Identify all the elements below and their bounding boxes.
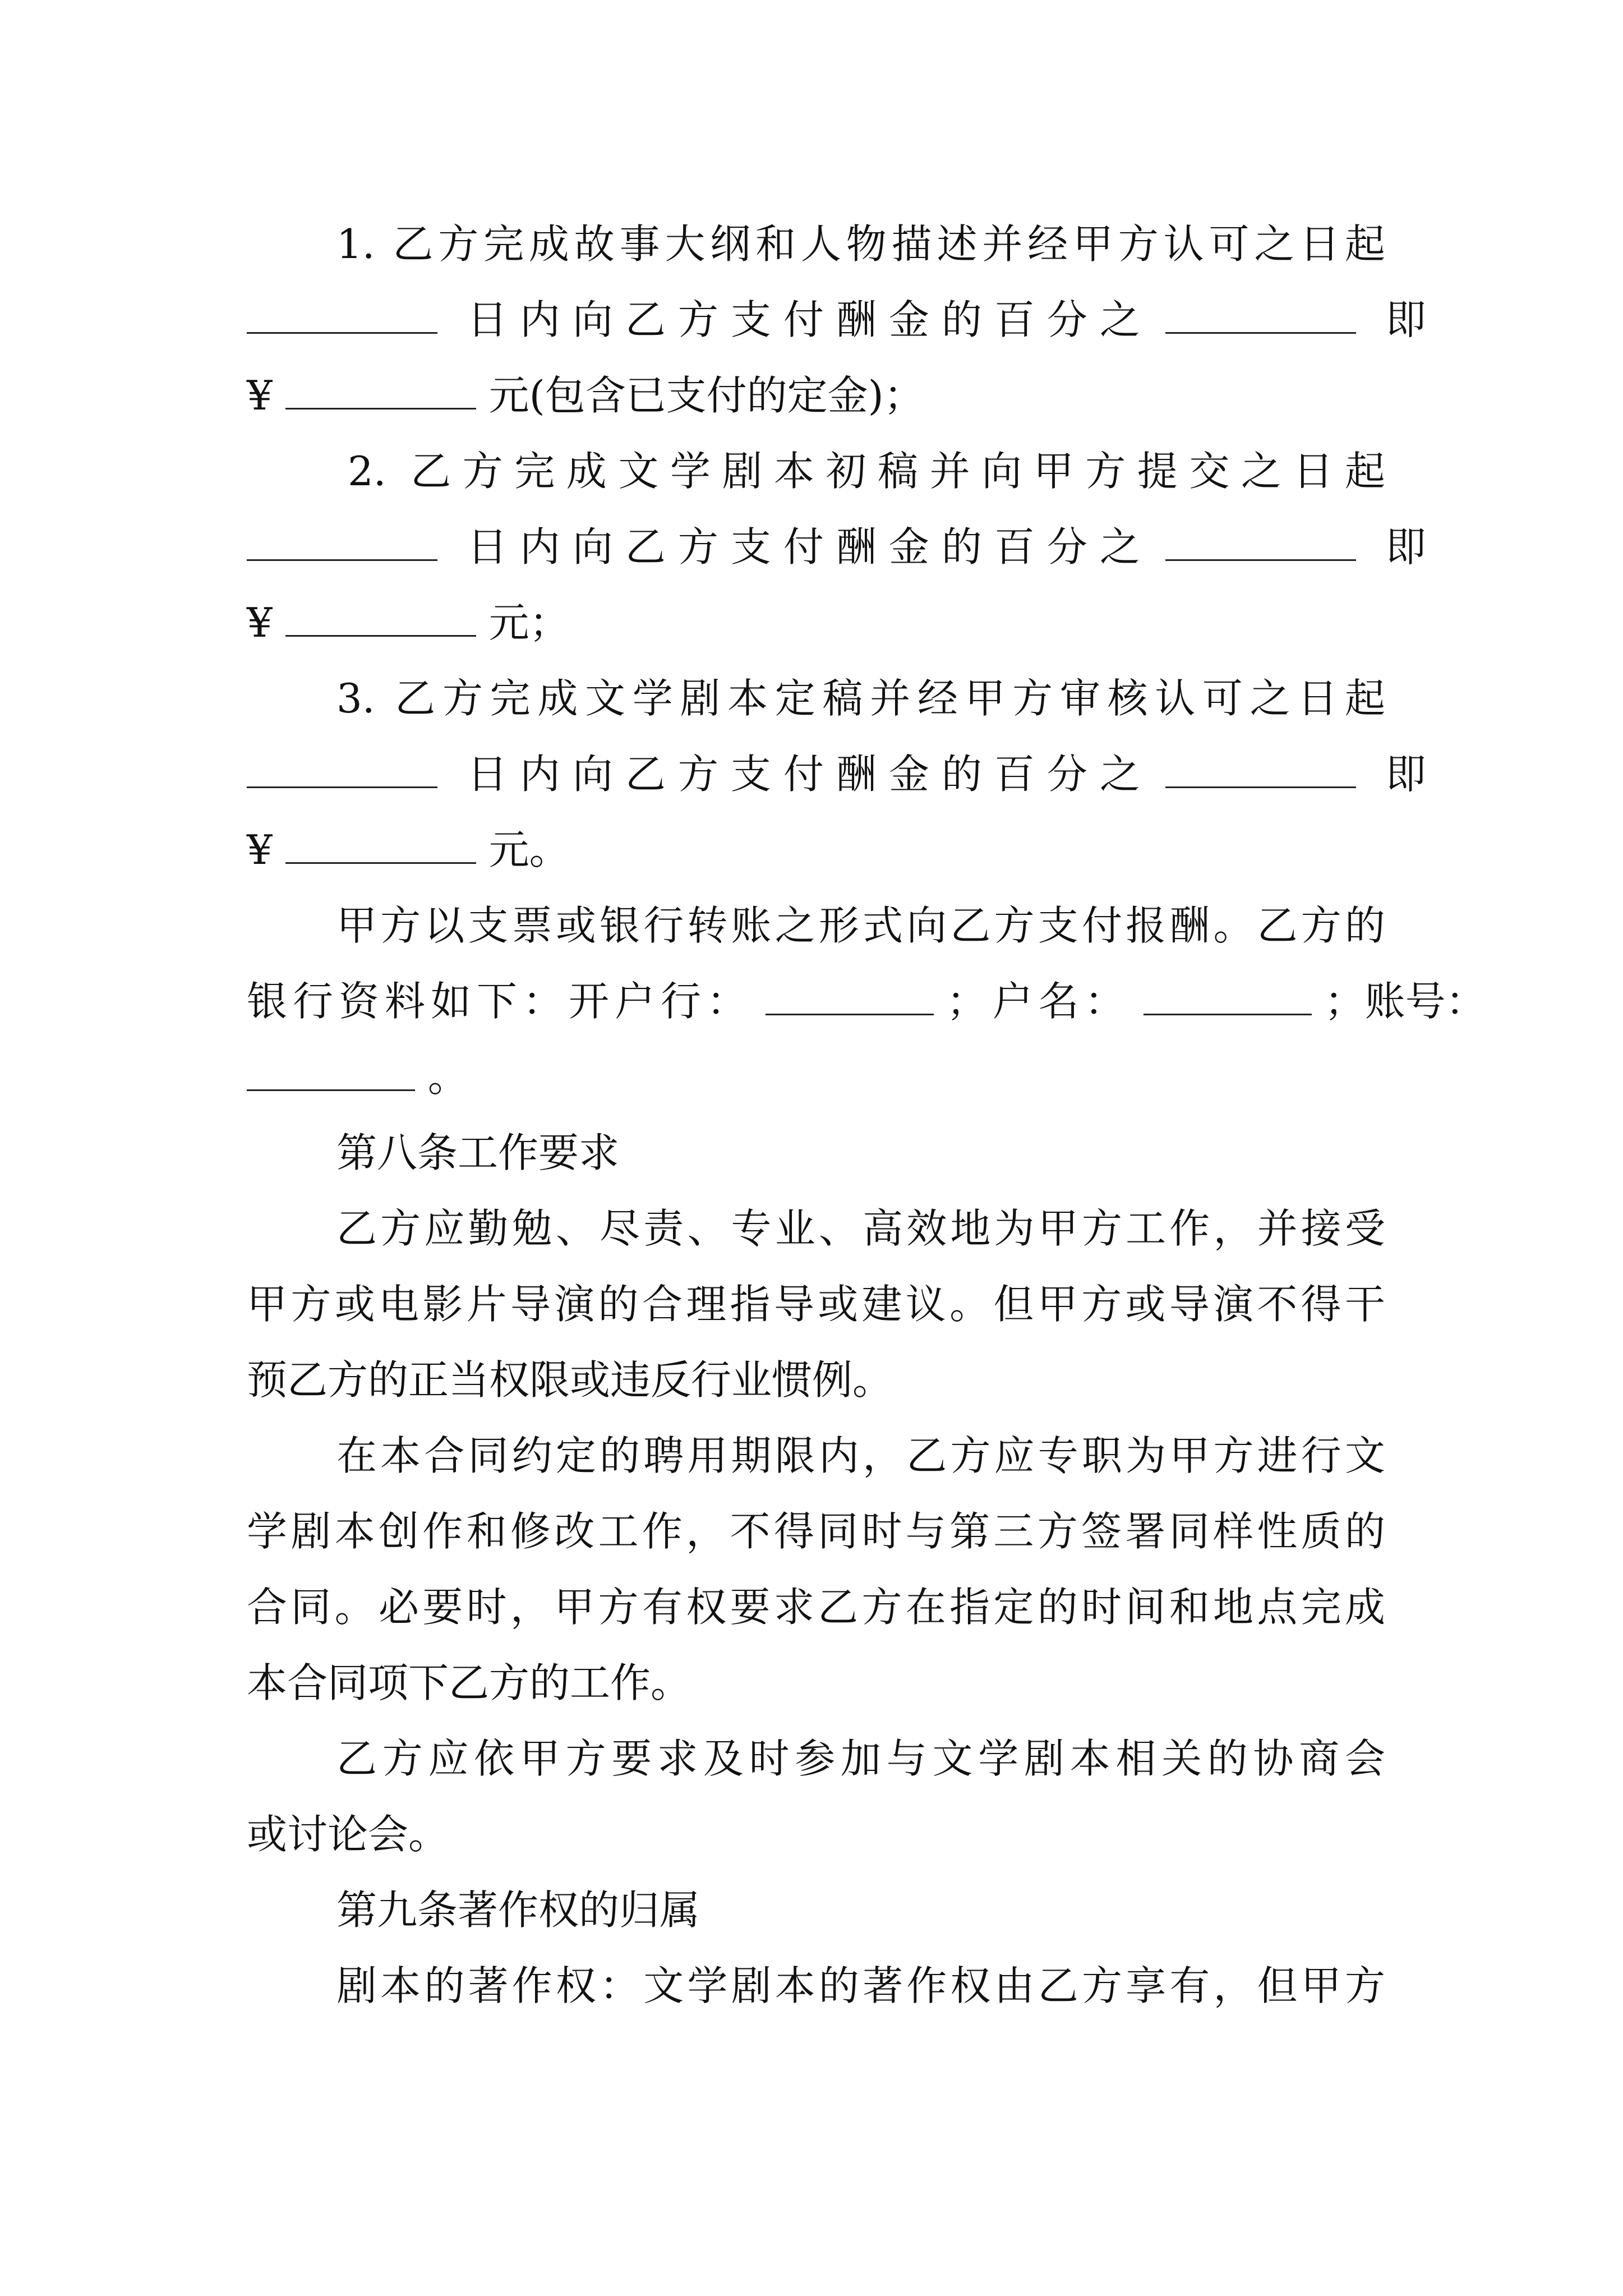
- text-line: 预乙方的正当权限或违反行业惯例。: [247, 1356, 893, 1404]
- text-span: 元。: [488, 826, 570, 873]
- fill-blank[interactable]: [1165, 298, 1356, 334]
- text-line: 合同。必要时，甲方有权要求乙方在指定的时间和地点完成: [247, 1584, 1385, 1631]
- section-heading: 第九条著作权的归属: [336, 1887, 700, 1934]
- text-line: 3. 乙方完成文学剧本定稿并经甲方审核认可之日起: [336, 675, 1385, 722]
- text-line: 在本合同约定的聘用期限内，乙方应专职为甲方进行文: [336, 1432, 1385, 1479]
- text-line: [247, 970, 1486, 1032]
- fill-blank[interactable]: [1144, 980, 1312, 1015]
- text-span: ¥: [247, 599, 273, 646]
- text-span: ；户名：: [946, 978, 1131, 1025]
- text-span: 。: [427, 1053, 468, 1101]
- fill-blank[interactable]: [766, 980, 934, 1015]
- text-span: 元；: [488, 599, 570, 646]
- text-line: 剧本的著作权：文学剧本的著作权由乙方享有，但甲方: [336, 1962, 1385, 2009]
- text-span: 日内向乙方支付酬金的百分之: [467, 296, 1152, 343]
- text-line: [247, 516, 1426, 578]
- text-line: 或讨论会。: [247, 1811, 449, 1858]
- text-span: ；账号：: [1324, 978, 1486, 1025]
- text-span: 元(包含已支付的定金)；: [488, 372, 924, 419]
- text-line: [247, 819, 1385, 881]
- fill-blank[interactable]: [247, 526, 437, 561]
- text-line: 本合同项下乙方的工作。: [247, 1659, 691, 1706]
- text-line: [247, 592, 1385, 654]
- fill-blank[interactable]: [285, 374, 476, 409]
- fill-blank[interactable]: [285, 601, 476, 637]
- text-line: [247, 743, 1426, 805]
- text-span: 日内向乙方支付酬金的百分之: [467, 751, 1152, 798]
- text-line: 乙方应勤勉、尽责、专业、高效地为甲方工作，并接受: [336, 1205, 1385, 1252]
- section-heading: 第八条工作要求: [336, 1129, 620, 1176]
- text-line: 学剧本创作和修改工作，不得同时与第三方签署同样性质的: [247, 1508, 1385, 1555]
- text-line: 1. 乙方完成故事大纲和人物描述并经甲方认可之日起: [336, 220, 1385, 268]
- text-span: ¥: [247, 372, 273, 419]
- text-span: ¥: [247, 826, 273, 873]
- fill-blank[interactable]: [1165, 753, 1356, 788]
- text-span: 即: [1385, 523, 1426, 570]
- fill-blank[interactable]: [247, 298, 437, 334]
- text-span: 即: [1385, 751, 1426, 798]
- fill-blank[interactable]: [247, 753, 437, 788]
- text-line: [247, 289, 1426, 351]
- text-line: 甲方以支票或银行转账之形式向乙方支付报酬。乙方的: [336, 902, 1385, 949]
- text-span: 银行资料如下：开户行：: [247, 978, 753, 1025]
- text-line: [247, 1046, 1385, 1108]
- text-line: 2. 乙方完成文学剧本初稿并向甲方提交之日起: [348, 448, 1385, 495]
- text-line: 乙方应依甲方要求及时参加与文学剧本相关的协商会: [336, 1735, 1385, 1782]
- text-line: 甲方或电影片导演的合理指导或建议。但甲方或导演不得干: [247, 1281, 1385, 1328]
- text-line: [247, 365, 1385, 426]
- fill-blank[interactable]: [247, 1056, 415, 1091]
- text-span: 即: [1385, 296, 1426, 343]
- fill-blank[interactable]: [1165, 526, 1356, 561]
- text-span: 日内向乙方支付酬金的百分之: [467, 523, 1152, 570]
- fill-blank[interactable]: [285, 829, 476, 864]
